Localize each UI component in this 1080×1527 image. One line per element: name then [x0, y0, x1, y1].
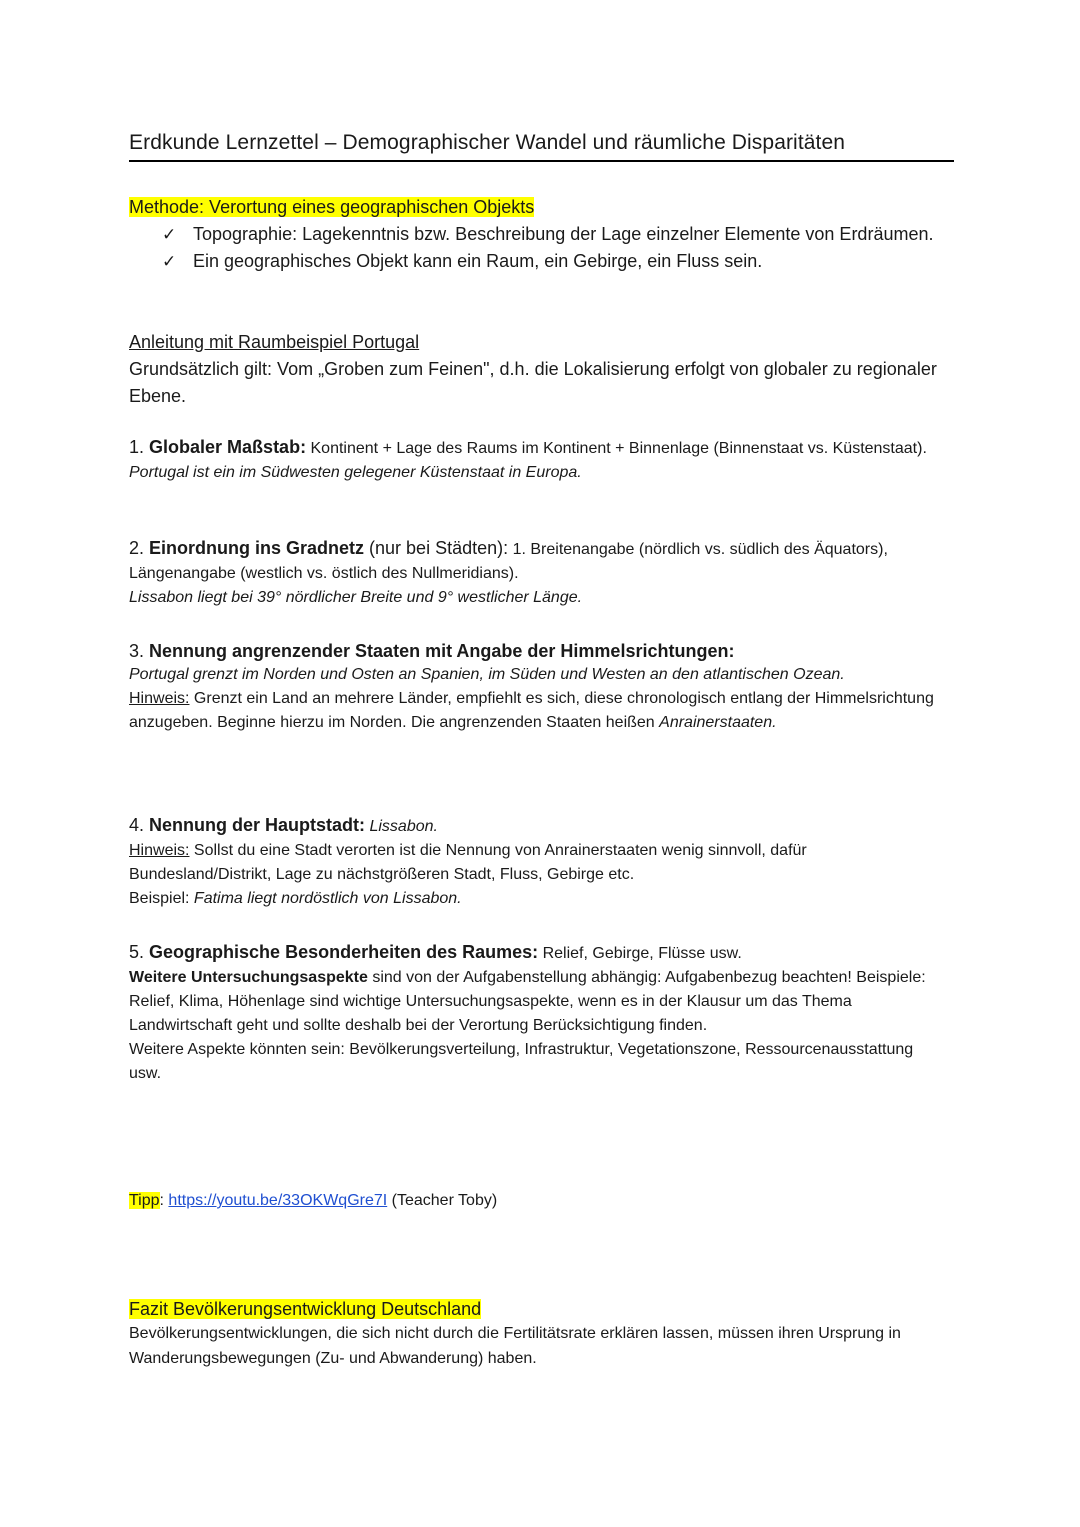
section-example: Beispiel: Fatima liegt nordöstlich von Lissabon. — [129, 890, 462, 907]
fazit-section — [129, 1297, 944, 1371]
list-item: ✓ Ein geographisches Objekt kann ein Raum, ein Gebirge, ein Fluss sein. — [129, 248, 944, 275]
section-example: Portugal ist ein im Südwesten gelegener Küstenstaat in Europa. — [129, 464, 582, 481]
section-label: Nennung der Hauptstadt — [149, 815, 360, 835]
section-text: Weitere Untersuchungsaspekte sind von der Aufgabenstellung abhängig: Aufgabenbezug beachten! Beispiele: Relief, Klima, Höhenlage sind wichtige Untersuchungsaspekte, wenn es in der Klausur um das Thema Landwirtschaft geht und sollte deshalb bei der Verortung Berücksichtigung finden. — [129, 969, 926, 1034]
methode-list — [129, 221, 944, 275]
methode-section — [129, 195, 944, 275]
video-link[interactable]: https://youtu.be/33OKWqGre7I — [168, 1192, 388, 1209]
section-label: Globaler Maßstab — [149, 437, 301, 457]
page-title: Erdkunde Lernzettel – Demographischer Wandel und räumliche Disparitäten — [129, 131, 954, 162]
section-2: 2. Einordnung ins Gradnetz (nur bei Städten): 1. Breitenangabe (nördlich vs. südlich des Äquators), Längenangabe (westlich vs. östlich des Nullmeridians). Lissabon liegt bei 39° nördlicher Breite und 9° westlicher Länge. — [129, 536, 944, 610]
section-label: Einordnung ins Gradnetz — [149, 538, 365, 558]
section-example: Portugal grenzt im Norden und Osten an Spanien, im Süden und Westen an den atlantischen Ozean. — [129, 666, 845, 683]
section-5: 5. Geographische Besonderheiten des Raumes: Relief, Gebirge, Flüsse usw. Weitere Untersuchungsaspekte sind von der Aufgabenstellung abhängig: Aufgabenbezug beachten! Beispiele: Relief, Klima, Höhenlage sind wichtige Untersuchungsaspekte, wenn es in der Klausur um das Thema Landwirtschaft geht und sollte deshalb bei der Verortung Berücksichtigung finden. Weitere Aspekte könnten sein: Bevölkerungsverteilung, Infrastruktur, Vegetationszone, Ressourcenausstattung usw. — [129, 940, 944, 1086]
list-item: ✓ Topographie: Lagekenntnis bzw. Beschreibung der Lage einzelner Elemente von Erdräumen. — [129, 221, 944, 248]
section-3: 3. Nennung angrenzender Staaten mit Angabe der Himmelsrichtungen: Portugal grenzt im Norden und Osten an Spanien, im Süden und Westen an den atlantischen Ozean. Hinweis: Grenzt ein Land an mehrere Länder, empfiehlt es sich, diese chronologisch entlang der Himmelsrichtung anzugeben. Beginne hierzu im Norden. Die angrenzenden Staaten heißen Anrainerstaaten. — [129, 639, 944, 735]
fazit-heading: Fazit Bevölkerungsentwicklung Deutschland — [129, 1299, 482, 1319]
tipp-line: Tipp: https://youtu.be/33OKWqGre7I (Teacher Toby) — [129, 1192, 498, 1209]
section-4: 4. Nennung der Hauptstadt: Lissabon. Hinweis: Sollst du eine Stadt verorten ist die Nennung von Anrainerstaaten wenig sinnvoll, dafür Bundesland/Distrikt, Lage zu nächstgrößeren Stadt, Fluss, Gebirge etc. Beispiel: Fatima liegt nordöstlich von Lissabon. — [129, 813, 944, 911]
checkmark-icon: ✓ — [162, 225, 177, 244]
anleitung-text: Grundsätzlich gilt: Vom „Groben zum Feinen", d.h. die Lokalisierung erfolgt von globaler zu regionaler Ebene. — [129, 359, 937, 406]
methode-heading: Methode: Verortung eines geographischen Objekts — [129, 197, 535, 217]
section-1: 1. Globaler Maßstab: Kontinent + Lage des Raums im Kontinent + Binnenlage (Binnenstaat vs. Küstenstaat). Portugal ist ein im Südwesten gelegener Küstenstaat in Europa. — [129, 435, 944, 485]
section-example: Lissabon liegt bei 39° nördlicher Breite und 9° westlicher Länge. — [129, 589, 583, 606]
section-text: Weitere Aspekte könnten sein: Bevölkerungsverteilung, Infrastruktur, Vegetationszone, Ressourcenausstattung usw. — [129, 1041, 914, 1082]
section-label: Geographische Besonderheiten des Raumes: — [149, 942, 539, 962]
section-hint: Hinweis: Grenzt ein Land an mehrere Länder, empfiehlt es sich, diese chronologisch entlang der Himmelsrichtung anzugeben. Beginne hierzu im Norden. Die angrenzenden Staaten heißen Anrainerstaaten. — [129, 690, 934, 731]
section-hint: Hinweis: Sollst du eine Stadt verorten ist die Nennung von Anrainerstaaten wenig sinnvoll, dafür Bundesland/Distrikt, Lage zu nächstgrößeren Stadt, Fluss, Gebirge etc. — [129, 842, 807, 883]
fazit-text: Bevölkerungsentwicklungen, die sich nicht durch die Fertilitätsrate erklären lassen, müssen ihren Ursprung in Wanderungsbewegungen (Zu- und Abwanderung) haben. — [129, 1325, 901, 1367]
section-label: Nennung angrenzender Staaten mit Angabe der Himmelsrichtungen: — [149, 641, 735, 661]
anleitung-heading: Anleitung mit Raumbeispiel Portugal — [129, 332, 420, 352]
anleitung-section — [129, 329, 944, 410]
checkmark-icon: ✓ — [162, 252, 177, 271]
tipp-label: Tipp — [129, 1192, 160, 1209]
